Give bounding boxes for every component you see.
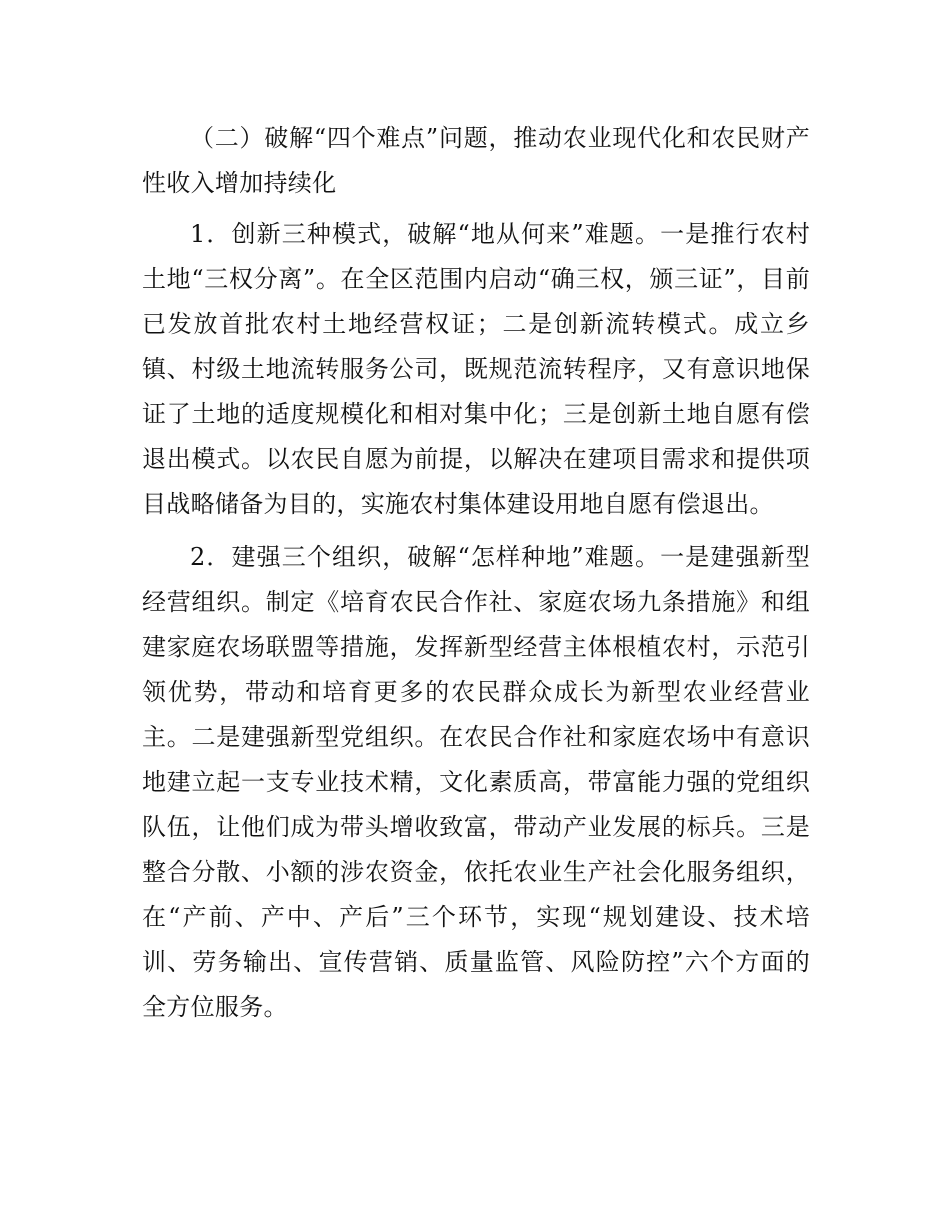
paragraph-1: 1．创新三种模式，破解“地从何来”难题。一是推行农村土地“三权分离”。在全区范围内启动“确三权，颁三证”，目前已发放首批农村土地经营权证；二是创新流转模式。成立乡镇、村级土地流转服务公司，既规范流转程序，又有意识地保证了土地的适度规模化和相对集中化；三是创新土地自愿有偿退出模式。以农民自愿为前提，以解决在建项目需求和提供项目战略储备为目的，实施农村集体建设用地自愿有偿退出。 [142,220,810,518]
section-heading: （二）破解“四个难点”问题，推动农业现代化和农民财产性收入增加持续化 [142,124,810,197]
paragraph-2: 2．建强三个组织，破解“怎样种地”难题。一是建强新型经营组织。制定《培育农民合作社、家庭农场九条措施》和组建家庭农场联盟等措施，发挥新型经营主体根植农村，示范引领优势，带动和培育更多的农民群众成长为新型农业经营业主。二是建强新型党组织。在农民合作社和家庭农场中有意识地建立起一支专业技术精，文化素质高，带富能力强的党组织队伍，让他们成为带头增收致富，带动产业发展的标兵。三是整合分散、小额的涉农资金，依托农业生产社会化服务组织，在“产前、产中、产后”三个环节，实现“规划建设、技术培训、劳务输出、宣传营销、质量监管、风险防控”六个方面的全方位服务。 [142,543,810,1021]
document-page [142,116,810,1038]
